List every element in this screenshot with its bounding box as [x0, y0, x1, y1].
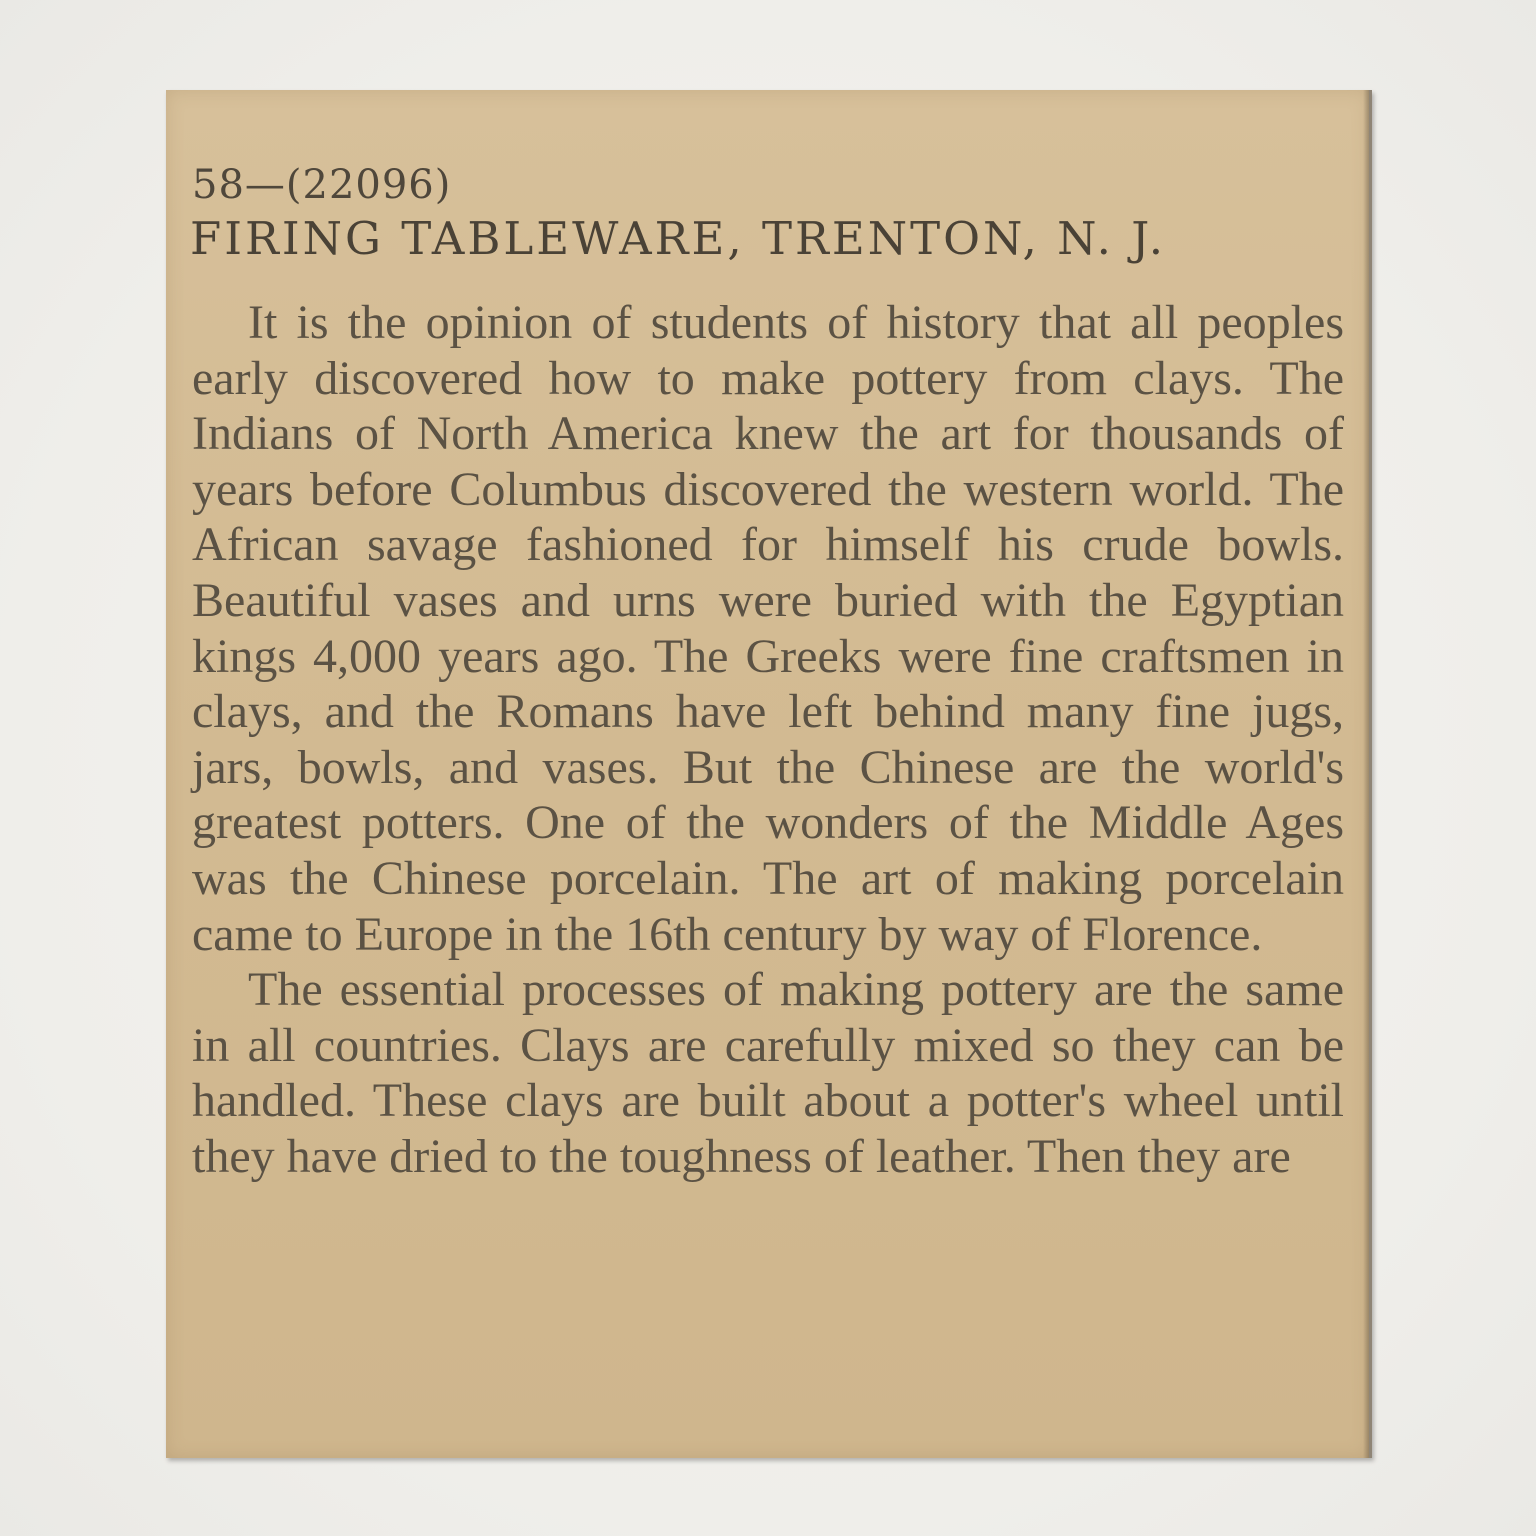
card-title: FIRING TABLEWARE, TRENTON, N. J. — [190, 212, 1167, 265]
paragraph-history: It is the opinion of students of history that all peoples early discovered how to make pottery from clays. The Indians of North America knew the art for thousands of years before Columbus discovered the western world. The African savage fashioned for himself his crude bowls. Beautiful vases and urns were buried with the Egyptian kings 4,000 years ago. The Greeks were fine craftsmen in clays, and the Romans have left behind many fine jugs, jars, bowls, and vases. But the Chinese are the world's greatest potters. One of the wonders of the Middle Ages was the Chinese porcelain. The art of making porcelain came to Europe in the 16th century by way of Florence. — [192, 296, 1344, 961]
card-edge-shadow — [1363, 90, 1369, 1458]
stereoview-card-back — [166, 90, 1372, 1458]
paragraph-processes: The essential processes of making pottery are the same in all countries. Clays are carefully mixed so they can be handled. These clays are built about a potter's wheel until they have dried to the toughness of leather. Then they are — [192, 963, 1344, 1183]
catalog-number: 58—(22096) — [192, 162, 452, 208]
card-body-text — [192, 295, 1344, 1185]
